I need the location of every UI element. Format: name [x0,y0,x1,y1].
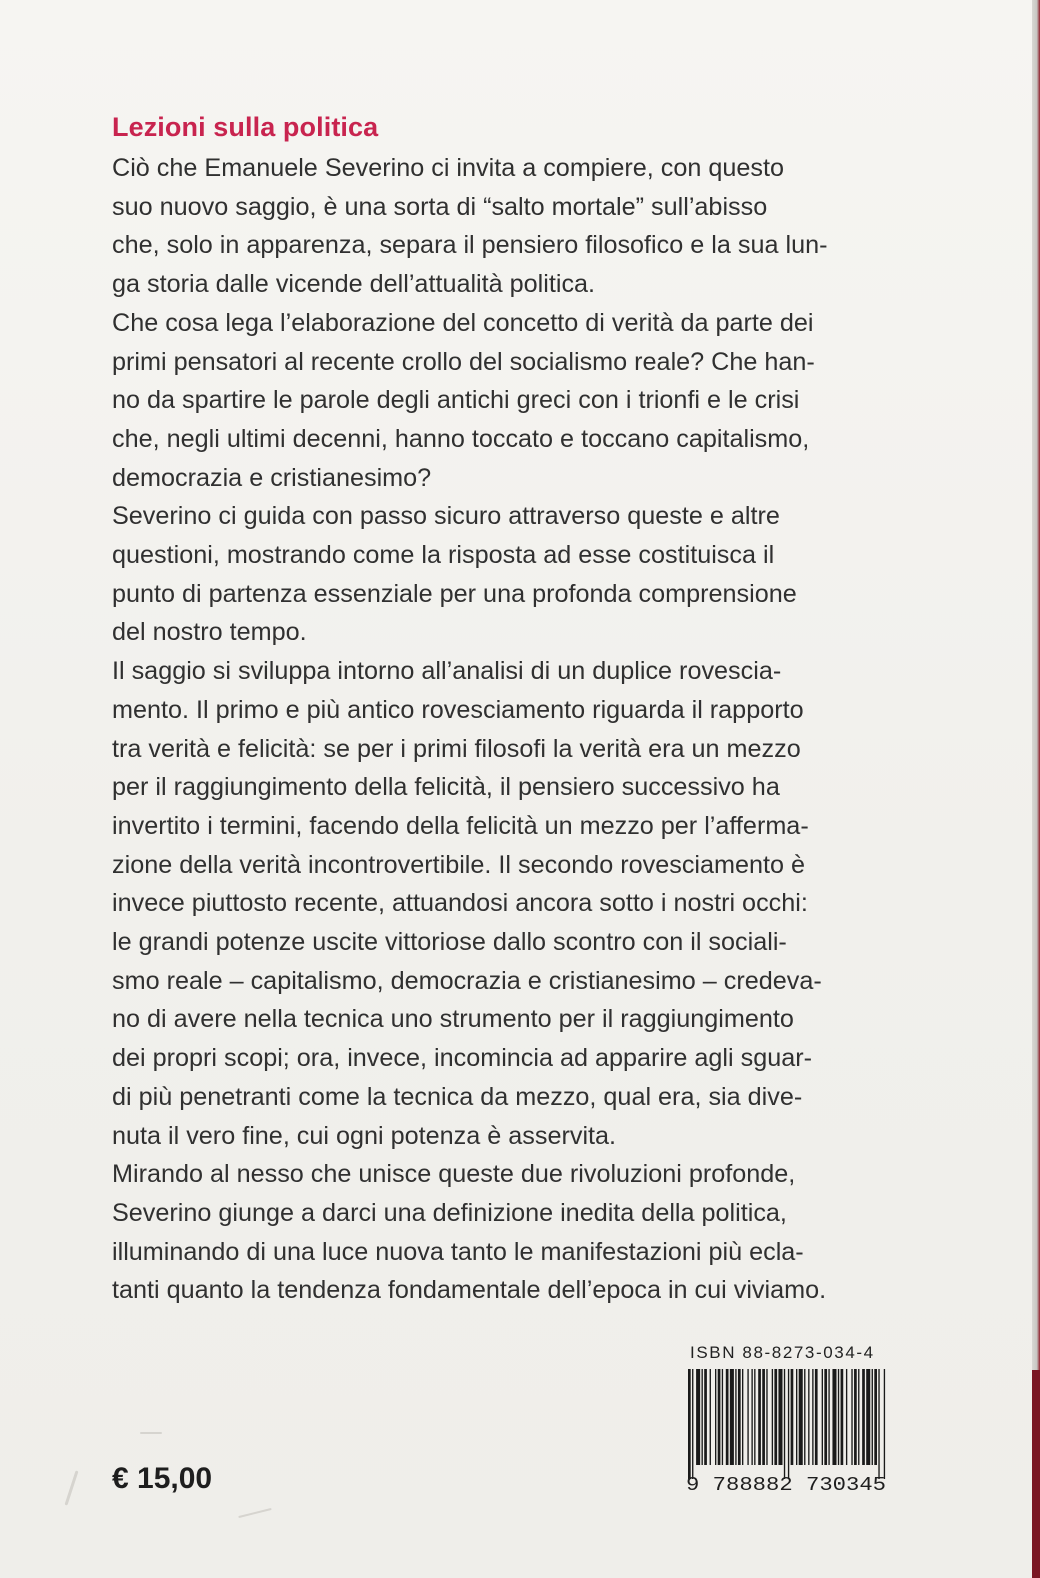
book-blurb [112,149,902,1310]
barcode-bar [747,1369,748,1465]
blurb-line: Che cosa lega l’elaborazione del concetto di verità da parte dei [112,308,814,337]
barcode-bar [841,1369,844,1465]
barcode-bar [704,1369,707,1465]
barcode-bar [718,1369,721,1465]
isbn-label: ISBN 88-8273-034-4 [690,1343,875,1362]
blurb-line: smo reale – capitalismo, democrazia e cristianesimo – credeva- [112,966,822,995]
barcode-bar [884,1369,885,1479]
blurb-line: tanti quanto la tendenza fondamentale dell’epoca in cui viviamo. [112,1276,827,1305]
blurb-line: di più penetranti come la tecnica da mezzo, qual era, sia dive- [112,1082,803,1111]
barcode-bar [812,1369,813,1465]
barcode-bar [874,1369,877,1465]
barcode-digits: 9 788882 730345 [686,1474,886,1495]
barcode-bar [832,1369,836,1465]
blurb-line: Ciò che Emanuele Severino ci invita a compiere, con questo [112,154,785,182]
cover-scuff-mark [140,1432,162,1434]
blurb-line: Mirando al nesso che unisce queste due rivoluzioni profonde, [112,1160,796,1189]
blurb-line: invertito i termini, facendo della felicità un mezzo per l’afferma- [112,811,809,840]
blurb-line: punto di partenza essenziale per una profonda comprensione [112,579,797,608]
blurb-line: primi pensatori al recente crollo del socialismo reale? Che han- [112,347,815,376]
barcode-bar [824,1369,827,1465]
price-label: € 15,00 [112,1462,213,1495]
barcode-bar [822,1369,823,1465]
blurb-line: democrazia e cristianesimo? [112,463,432,492]
blurb-line: mento. Il primo e più antico rovesciamento riguarda il rapporto [112,695,804,724]
blurb-line: invece piuttosto recente, attuandosi ancora sotto i nostri occhi: [112,889,808,918]
barcode-bar [872,1369,873,1465]
blurb-line: tra verità e felicità: se per i primi filosofi la verità era un mezzo [112,734,801,763]
barcode-graphic [684,1369,889,1495]
blurb-line: che, solo in apparenza, separa il pensiero filosofico e la sua lun- [112,231,828,260]
barcode-bar [692,1369,693,1479]
barcode-bar [815,1369,818,1465]
blurb-line: Severino giunge a darci una definizione inedita della politica, [112,1198,787,1227]
cover-spine-edge-dark [1032,1370,1040,1578]
blurb-line: suo nuovo saggio, è una sorta di “salto mortale” sull’abisso [112,192,768,221]
barcode-bar [774,1369,777,1465]
blurb-line: no di avere nella tecnica uno strumento per il raggiungimento [112,1005,794,1034]
cover-scuff-mark [65,1470,79,1505]
barcode-bar [688,1369,691,1479]
blurb-line: no da spartire le parole degli antichi greci con i trionfi e le crisi [112,386,800,415]
barcode-bar [878,1369,879,1479]
barcode-bar [758,1369,761,1465]
blurb-line: illuminando di una luce nuova tanto le manifestazioni più ecla- [112,1237,804,1266]
blurb-line: nuta il vero fine, cui ogni potenza è asservita. [112,1121,617,1150]
barcode-bar [715,1369,716,1465]
barcode-bar [784,1369,785,1479]
barcode-bar [772,1369,773,1465]
barcode-bar [754,1369,755,1465]
blurb-line: Severino ci guida con passo sicuro attraverso queste e altre [112,502,780,531]
barcode-bar [730,1369,734,1465]
barcode-bar [858,1369,859,1465]
barcode-bar [866,1369,870,1465]
barcode-bar [854,1369,857,1465]
barcode-bar [710,1369,711,1465]
barcode-bar [778,1369,782,1465]
barcode-bar [862,1369,865,1465]
blurb-line: dei propri scopi; ora, invece, incomincia ad apparire agli sguar- [112,1044,813,1073]
book-title: Lezioni sulla politica [112,112,379,142]
barcode-bar [735,1369,736,1465]
barcode-bar [751,1369,752,1465]
blurb-line: Il saggio si sviluppa intorno all’analisi di un duplice rovescia- [112,657,782,686]
blurb-line: zione della verità incontrovertibile. Il secondo rovesciamento è [112,850,806,879]
blurb-line: del nostro tempo. [112,618,307,647]
barcode-bar [738,1369,741,1465]
blurb-line: per il raggiungimento della felicità, il pensiero successivo ha [112,773,780,802]
barcode-bar [791,1369,794,1465]
isbn-block [684,1343,889,1495]
blurb-line: ga storia dalle vicende dell’attualità politica. [112,270,596,299]
barcode-bar [851,1369,852,1465]
cover-scuff-mark [238,1508,271,1518]
barcode-bar [766,1369,767,1465]
barcode-bar [742,1369,743,1465]
blurb-line: questioni, mostrando come la risposta ad esse costituisca il [112,541,775,570]
barcode-bar [846,1369,847,1465]
barcode-bar [804,1369,805,1465]
barcode-bar [762,1369,765,1465]
barcode-bar [726,1369,729,1465]
barcode-bar [796,1369,797,1465]
cover-spine-edge [1032,0,1040,1578]
blurb-line: le grandi potenze uscite vittoriose dallo scontro con il sociali- [112,928,787,957]
barcode-bar [799,1369,803,1465]
barcode-bar [702,1369,703,1465]
barcode-bar [788,1369,789,1479]
barcode-bar [838,1369,839,1465]
barcode-bar [828,1369,829,1465]
barcode-bar [722,1369,723,1465]
blurb-line: che, negli ultimi decenni, hanno toccato e toccano capitalismo, [112,424,810,453]
barcode-bar [696,1369,700,1465]
barcode-bar [808,1369,809,1465]
